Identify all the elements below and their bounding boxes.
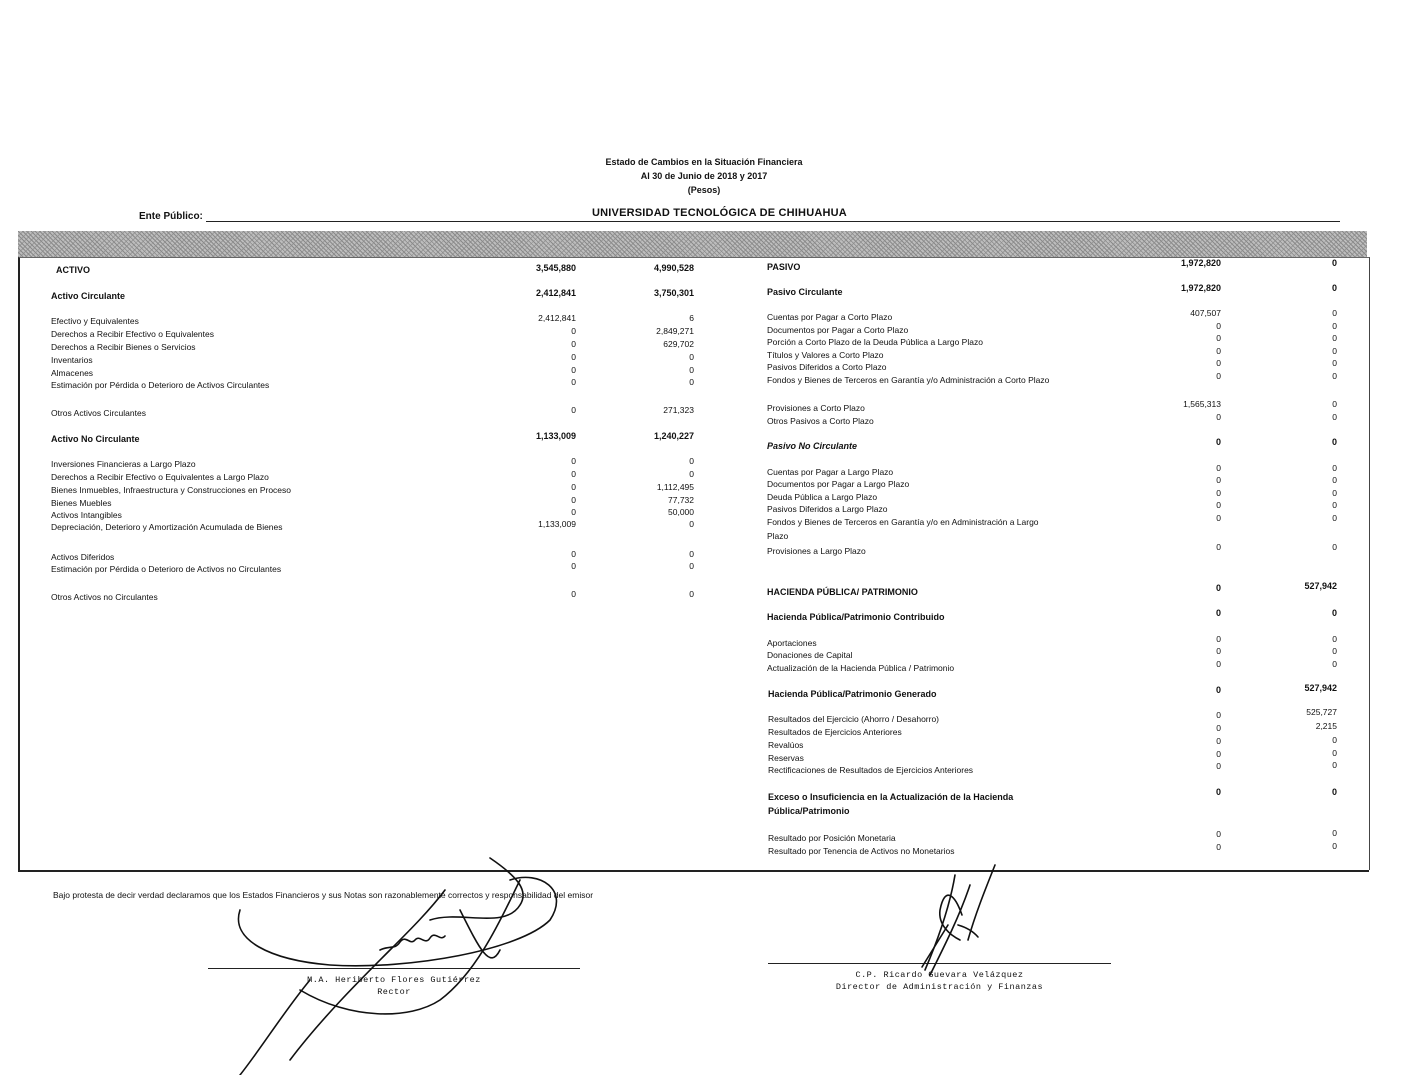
hp-generado-2018: 0 <box>1215 685 1221 695</box>
row-value-2017: 0 <box>1332 371 1337 381</box>
activo-no-circulante-2017: 1,240,227 <box>653 431 694 441</box>
statement-frame-bottom <box>18 870 1369 872</box>
row-value-2017: 0 <box>689 456 694 466</box>
row-label: Activos Intangibles <box>51 510 122 520</box>
fondos-lp-2017: 0 <box>1332 513 1337 523</box>
statement-title: Estado de Cambios en la Situación Financiera <box>605 157 803 167</box>
pasivo-circulante-2017: 0 <box>1331 283 1337 293</box>
hp-contribuido-2018: 0 <box>1215 608 1221 618</box>
row-label: Efectivo y Equivalentes <box>51 316 139 326</box>
row-value-2018: 0 <box>1216 736 1221 746</box>
row-value-2018: 0 <box>571 561 576 571</box>
pasivo-2017: 0 <box>1331 258 1337 268</box>
row-label: Depreciación, Deterioro y Amortización Acumulada de Bienes <box>51 522 283 532</box>
activo-value-2018: 3,545,880 <box>535 263 576 273</box>
row-label: Cuentas por Pagar a Corto Plazo <box>767 312 893 322</box>
hacienda-2018: 0 <box>1215 583 1221 593</box>
row-value-2017: 0 <box>1332 488 1337 498</box>
pasivo-circulante-label: Pasivo Circulante <box>767 287 843 297</box>
fondos-lp-label-line1: Fondos y Bienes de Terceros en Garantía y/o en Administración a Largo <box>767 517 1039 527</box>
row-value-2018: 0 <box>1216 723 1221 733</box>
director-signature-image <box>900 855 1040 995</box>
row-value-2017: 525,727 <box>1306 707 1337 717</box>
protest-statement: Bajo protesta de decir verdad declaramos que los Estados Financieros y sus Notas son razonablemente correctos y responsabilidad del emisor <box>53 890 594 900</box>
row-value-2017: 0 <box>689 549 694 559</box>
activo-value-2017: 4,990,528 <box>653 263 694 273</box>
rector-signature-image <box>230 850 580 1075</box>
row-value-2017: 0 <box>1332 634 1337 644</box>
row-value-2018: 2,412,841 <box>538 313 576 323</box>
row-label: Pasivos Diferidos a Largo Plazo <box>767 504 888 514</box>
row-label: Reservas <box>768 753 804 763</box>
row-value-2018: 0 <box>1216 749 1221 759</box>
exceso-2017: 0 <box>1331 787 1337 797</box>
row-label: Bienes Muebles <box>51 498 112 508</box>
exceso-2018: 0 <box>1215 787 1221 797</box>
row-value-2018: 1,565,313 <box>1183 399 1221 409</box>
row-value-2017: 0 <box>689 519 694 529</box>
director-name: C.P. Ricardo Guevara Velázquez <box>855 970 1024 980</box>
otros-activos-no-circulantes-2018: 0 <box>571 589 576 599</box>
row-value-2017: 0 <box>1332 646 1337 656</box>
row-label: Resultados del Ejercicio (Ahorro / Desahorro) <box>768 714 940 724</box>
row-label: Inversiones Financieras a Largo Plazo <box>51 459 196 469</box>
row-value-2018: 0 <box>571 326 576 336</box>
row-value-2017: 0 <box>1332 841 1337 851</box>
hp-contribuido-label: Hacienda Pública/Patrimonio Contribuido <box>767 612 945 622</box>
otros-activos-circulantes-2018: 0 <box>571 405 576 415</box>
ente-underline <box>206 221 1340 222</box>
activo-no-circulante-label: Activo No Circulante <box>51 434 140 444</box>
row-value-2017: 0 <box>1332 748 1337 758</box>
row-label: Resultado por Tenencia de Activos no Monetarios <box>768 846 955 856</box>
row-value-2017: 2,215 <box>1315 721 1337 731</box>
fondos-lp-label-line2: Plazo <box>767 531 789 541</box>
row-value-2018: 0 <box>1216 463 1221 473</box>
row-value-2018: 0 <box>1216 634 1221 644</box>
row-value-2017: 1,112,495 <box>656 482 694 492</box>
provisiones-lp-2017: 0 <box>1332 542 1337 552</box>
row-value-2017: 0 <box>689 365 694 375</box>
row-value-2018: 407,507 <box>1190 308 1221 318</box>
row-label: Derechos a Recibir Efectivo o Equivalentes <box>51 329 214 339</box>
shaded-header-band <box>18 231 1367 257</box>
activo-no-circulante-2018: 1,133,009 <box>535 431 576 441</box>
pasivo-no-circulante-label: Pasivo No Circulante <box>767 441 858 451</box>
row-value-2018: 0 <box>1216 710 1221 720</box>
row-value-2018: 0 <box>571 339 576 349</box>
row-value-2018: 0 <box>1216 358 1221 368</box>
row-label: Bienes Inmuebles, Infraestructura y Construcciones en Proceso <box>51 485 292 495</box>
row-label: Deuda Pública a Largo Plazo <box>767 492 878 502</box>
row-value-2018: 0 <box>1216 829 1221 839</box>
activo-circulante-2018: 2,412,841 <box>535 288 576 298</box>
row-value-2018: 0 <box>571 352 576 362</box>
row-label: Almacenes <box>51 368 94 378</box>
fondos-lp-2018: 0 <box>1216 513 1221 523</box>
row-label: Activos Diferidos <box>51 552 115 562</box>
row-value-2018: 0 <box>1216 412 1221 422</box>
entity-name: UNIVERSIDAD TECNOLÓGICA DE CHIHUAHUA <box>592 207 847 219</box>
pasivo-2018: 1,972,820 <box>1180 258 1221 268</box>
row-value-2017: 0 <box>1332 321 1337 331</box>
row-value-2017: 0 <box>689 352 694 362</box>
statement-date: Al 30 de Junio de 2018 y 2017 <box>640 171 768 181</box>
hacienda-2017: 527,942 <box>1304 581 1337 591</box>
row-label: Estimación por Pérdida o Deterioro de Activos Circulantes <box>51 380 270 390</box>
row-value-2017: 0 <box>1332 500 1337 510</box>
row-label: Aportaciones <box>767 638 817 648</box>
row-value-2018: 0 <box>571 469 576 479</box>
hp-generado-2017: 527,942 <box>1304 683 1337 693</box>
row-value-2017: 0 <box>1332 659 1337 669</box>
row-value-2017: 0 <box>1332 346 1337 356</box>
row-value-2018: 0 <box>1216 333 1221 343</box>
row-label: Otros Pasivos a Corto Plazo <box>767 416 874 426</box>
row-value-2018: 1,133,009 <box>538 519 576 529</box>
row-label: Resultados de Ejercicios Anteriores <box>768 727 902 737</box>
row-value-2018: 0 <box>1216 475 1221 485</box>
rector-title: Rector <box>377 987 411 997</box>
row-value-2018: 0 <box>1216 346 1221 356</box>
pasivo-label: PASIVO <box>767 262 801 272</box>
activo-label: ACTIVO <box>56 265 91 275</box>
statement-currency: (Pesos) <box>687 185 721 195</box>
row-value-2018: 0 <box>1216 371 1221 381</box>
row-label: Estimación por Pérdida o Deterioro de Activos no Circulantes <box>51 564 282 574</box>
row-label: Revalúos <box>768 740 804 750</box>
otros-activos-no-circulantes-label: Otros Activos no Circulantes <box>51 592 158 602</box>
row-value-2018: 0 <box>571 377 576 387</box>
row-value-2018: 0 <box>1216 659 1221 669</box>
rector-name: M.A. Heriberto Flores Gutiérrez <box>307 975 481 985</box>
hacienda-label: HACIENDA PÚBLICA/ PATRIMONIO <box>767 587 918 597</box>
row-value-2018: 0 <box>571 365 576 375</box>
row-value-2017: 0 <box>1332 760 1337 770</box>
row-value-2017: 0 <box>1332 399 1337 409</box>
provisiones-lp-2018: 0 <box>1216 542 1221 552</box>
otros-activos-circulantes-label: Otros Activos Circulantes <box>51 408 146 418</box>
row-value-2017: 0 <box>1332 333 1337 343</box>
row-label: Donaciones de Capital <box>767 650 853 660</box>
row-value-2018: 0 <box>571 549 576 559</box>
row-value-2017: 0 <box>1332 828 1337 838</box>
row-value-2018: 0 <box>571 482 576 492</box>
ente-label: Ente Público: <box>139 211 203 222</box>
row-value-2018: 0 <box>1216 500 1221 510</box>
row-label: Derechos a Recibir Bienes o Servicios <box>51 342 196 352</box>
row-label: Cuentas por Pagar a Largo Plazo <box>767 467 894 477</box>
row-label: Inventarios <box>51 355 93 365</box>
row-value-2017: 0 <box>1332 412 1337 422</box>
row-value-2018: 0 <box>1216 646 1221 656</box>
row-label: Derechos a Recibir Efectivo o Equivalentes a Largo Plazo <box>51 472 269 482</box>
row-label: Provisiones a Corto Plazo <box>767 403 865 413</box>
exceso-label-line2: Pública/Patrimonio <box>768 806 850 816</box>
activo-circulante-label: Activo Circulante <box>51 291 126 301</box>
row-value-2017: 0 <box>1332 463 1337 473</box>
row-value-2018: 0 <box>1216 488 1221 498</box>
row-value-2017: 0 <box>1332 308 1337 318</box>
row-label: Documentos por Pagar a Largo Plazo <box>767 479 910 489</box>
hp-contribuido-2017: 0 <box>1331 608 1337 618</box>
row-value-2017: 0 <box>1332 735 1337 745</box>
row-label: Actualización de la Hacienda Pública / Patrimonio <box>767 663 955 673</box>
director-title: Director de Administración y Finanzas <box>835 982 1044 992</box>
row-label: Porción a Corto Plazo de la Deuda Pública a Largo Plazo <box>767 337 983 347</box>
provisiones-lp-label: Provisiones a Largo Plazo <box>767 546 866 556</box>
row-value-2018: 0 <box>1216 321 1221 331</box>
exceso-label-line1: Exceso o Insuficiencia en la Actualización de la Hacienda <box>768 792 1014 802</box>
pasivo-circulante-2018: 1,972,820 <box>1180 283 1221 293</box>
row-value-2017: 0 <box>689 469 694 479</box>
row-label: Títulos y Valores a Corto Plazo <box>767 350 884 360</box>
pasivo-no-circulante-2017: 0 <box>1331 437 1337 447</box>
row-value-2017: 0 <box>689 561 694 571</box>
row-label: Documentos por Pagar a Corto Plazo <box>767 325 909 335</box>
row-value-2017: 2,849,271 <box>656 326 694 336</box>
row-value-2017: 6 <box>689 313 694 323</box>
otros-activos-no-circulantes-2017: 0 <box>689 589 694 599</box>
row-value-2017: 0 <box>1332 475 1337 485</box>
row-label: Pasivos Diferidos a Corto Plazo <box>767 362 887 372</box>
row-value-2018: 0 <box>571 495 576 505</box>
row-value-2017: 0 <box>1332 358 1337 368</box>
row-label: Fondos y Bienes de Terceros en Garantía y/o Administración a Corto Plazo <box>767 375 1050 385</box>
row-value-2018: 0 <box>571 507 576 517</box>
row-value-2017: 629,702 <box>663 339 694 349</box>
row-value-2017: 50,000 <box>668 507 694 517</box>
row-label: Rectificaciones de Resultados de Ejercicios Anteriores <box>768 765 974 775</box>
otros-activos-circulantes-2017: 271,323 <box>663 405 694 415</box>
row-value-2017: 77,732 <box>668 495 694 505</box>
row-value-2018: 0 <box>1216 761 1221 771</box>
row-value-2017: 0 <box>689 377 694 387</box>
hp-generado-label: Hacienda Pública/Patrimonio Generado <box>768 689 937 699</box>
row-value-2018: 0 <box>571 456 576 466</box>
pasivo-no-circulante-2018: 0 <box>1215 437 1221 447</box>
row-value-2018: 0 <box>1216 842 1221 852</box>
activo-circulante-2017: 3,750,301 <box>653 288 694 298</box>
row-label: Resultado por Posición Monetaria <box>768 833 896 843</box>
